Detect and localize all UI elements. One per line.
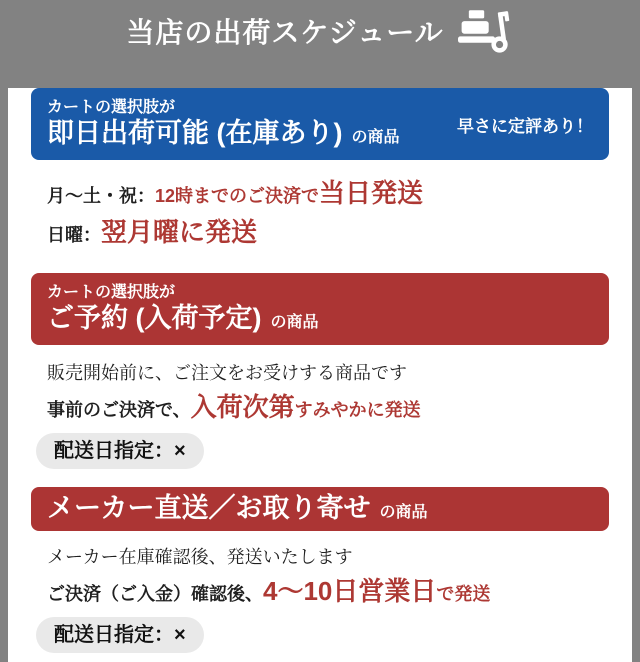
banner-preorder-suffix: の商品 <box>270 314 319 332</box>
page-title: 当店の出荷スケジュール <box>126 17 444 48</box>
preorder-details <box>31 356 609 429</box>
banner-preorder-title: ご予約 (入荷予定) <box>47 303 262 334</box>
preorder-pill-row <box>31 433 609 469</box>
banner-maker-direct <box>31 487 609 531</box>
banner-same-day-title-line <box>47 118 400 149</box>
banner-same-day-top-label: カートの選択肢が <box>47 99 176 117</box>
banner-maker-direct-suffix: の商品 <box>379 504 428 522</box>
weekday-label: 月〜土・祝： <box>47 186 155 206</box>
same-day-weekday-line <box>47 176 609 215</box>
maker-direct-details <box>31 540 609 613</box>
sunday-label: 日曜： <box>47 225 101 245</box>
maker-direct-label: ご決済（ご入金）確認後、 <box>47 584 263 604</box>
maker-direct-delivery-date-badge: 配送日指定：× <box>36 617 204 653</box>
banner-maker-direct-title-line <box>47 493 427 524</box>
banner-preorder-main <box>47 283 319 334</box>
banner-same-day-shipping <box>31 88 609 160</box>
preorder-label: 事前のご決済で、 <box>47 400 191 420</box>
sunday-result: 翌月曜に発送 <box>101 217 258 247</box>
banner-preorder-title-line <box>47 303 319 334</box>
banner-preorder <box>31 273 609 345</box>
banner-same-day-side-note: 早さに定評あり！ <box>457 116 593 136</box>
banner-same-day-main <box>47 98 400 149</box>
maker-direct-result-big: 4〜10日営業日 <box>263 576 437 606</box>
preorder-description: 販売開始前に、ご注文をお受けする商品です <box>47 363 407 383</box>
handtruck-icon <box>458 8 514 54</box>
maker-direct-description: メーカー在庫確認後、発送いたします <box>47 547 353 567</box>
maker-direct-result-small: で発送 <box>436 584 491 604</box>
banner-preorder-top-label: カートの選択肢が <box>47 284 176 302</box>
same-day-sunday-line <box>47 215 609 254</box>
preorder-delivery-date-badge: 配送日指定：× <box>36 433 204 469</box>
maker-direct-shipping-line <box>47 574 609 613</box>
preorder-shipping-line <box>47 390 609 429</box>
content-panel <box>8 88 632 662</box>
maker-direct-pill-row <box>31 617 609 653</box>
banner-same-day-suffix: の商品 <box>351 129 400 147</box>
header <box>0 0 640 62</box>
weekday-condition: 12時までのご決済で <box>155 186 320 206</box>
preorder-result-small: すみやかに発送 <box>294 400 421 420</box>
weekday-result: 当日発送 <box>319 178 424 208</box>
banner-maker-direct-title: メーカー直送／お取り寄せ <box>47 493 371 524</box>
banner-same-day-title: 即日出荷可能 (在庫あり) <box>47 118 343 149</box>
preorder-result-big: 入荷次第 <box>190 392 295 422</box>
same-day-details <box>31 176 609 254</box>
